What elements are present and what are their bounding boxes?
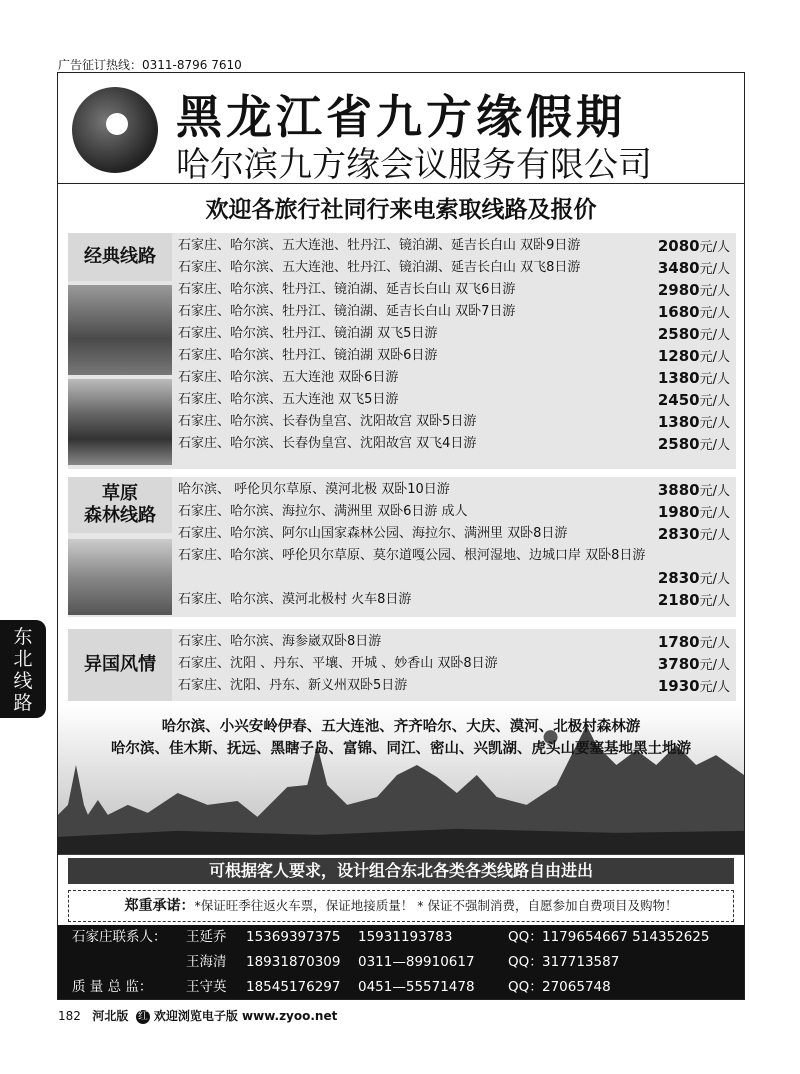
- contact-row: [58, 950, 744, 975]
- section-foreign-routes: [68, 629, 736, 701]
- route-list: [178, 631, 730, 697]
- contact-panel: [58, 925, 744, 1000]
- route-row: [178, 389, 730, 411]
- price-unit: 元/人: [699, 306, 730, 321]
- route-name: 石家庄、哈尔滨、海拉尔、满洲里 双卧6日游 成人: [178, 504, 468, 519]
- price-unit: 元/人: [699, 328, 730, 343]
- price-value: 3480: [657, 259, 700, 277]
- route-row: [178, 323, 730, 345]
- contact-qq-label: QQ：: [508, 979, 543, 995]
- page-footer: [58, 1007, 337, 1024]
- tab-char: 东: [13, 626, 33, 648]
- tab-char: 线: [13, 670, 33, 692]
- price-unit: 元/人: [699, 658, 730, 673]
- route-row: [178, 501, 730, 523]
- welcome-headline: 欢迎各旅行社同行来电索取线路及报价: [205, 196, 597, 223]
- route-row: [178, 631, 730, 653]
- price-value: 1980: [657, 503, 700, 521]
- section-label: 异国风情: [68, 629, 172, 701]
- promise-label: 郑重承诺：: [124, 898, 195, 914]
- page-number: 182: [58, 1009, 81, 1023]
- company-title: 黑龙江省九方缘假期: [176, 90, 626, 144]
- price-value: 2830: [657, 525, 700, 543]
- price-unit: 元/人: [699, 240, 730, 255]
- company-subtitle: 哈尔滨九方缘会议服务有限公司: [176, 145, 652, 185]
- price-unit: 元/人: [699, 416, 730, 431]
- route-price: [658, 367, 730, 391]
- price-value: 2180: [657, 591, 700, 609]
- contact-qq-label: QQ：: [508, 954, 543, 970]
- contact-row: [58, 975, 744, 1000]
- price-unit: 元/人: [699, 594, 730, 609]
- northeast-routes-tab: [0, 620, 46, 718]
- route-name: 石家庄、哈尔滨、五大连池 双卧6日游: [178, 370, 399, 385]
- price-value: 2080: [657, 237, 700, 255]
- route-name: 石家庄、哈尔滨、牡丹江、镜泊湖、延吉长白山 双飞6日游: [178, 282, 516, 297]
- promise-text: *保证旺季往返火车票，保证地接质量！ * 保证不强制消费，自愿参加自费项目及购物！: [194, 898, 678, 913]
- contact-qq-label: QQ：: [508, 929, 543, 945]
- route-price: [658, 345, 730, 369]
- church-photo: [68, 285, 172, 375]
- route-price: [658, 523, 730, 547]
- route-row: [178, 675, 730, 697]
- price-unit: 元/人: [699, 438, 730, 453]
- contact-row: [58, 925, 744, 950]
- route-row: [178, 567, 730, 589]
- contact-phone[interactable]: 18931870309: [246, 954, 341, 970]
- tab-char: 路: [13, 692, 33, 714]
- section-classic-routes: [68, 233, 736, 469]
- price-unit: 元/人: [699, 262, 730, 277]
- route-row: [178, 411, 730, 433]
- route-name: 石家庄、哈尔滨、阿尔山国家森林公园、海拉尔、满洲里 双卧8日游: [178, 526, 568, 541]
- contact-phone[interactable]: 15369397375: [246, 929, 341, 945]
- price-unit: 元/人: [699, 680, 730, 695]
- price-value: 2580: [657, 435, 700, 453]
- contact-name: 王海清: [186, 954, 227, 970]
- route-row: [178, 523, 730, 545]
- route-name: 石家庄、哈尔滨、牡丹江、镜泊湖 双卧6日游: [178, 348, 438, 363]
- price-value: 1780: [657, 633, 700, 651]
- contact-phone[interactable]: 18545176297: [246, 979, 341, 995]
- route-row: [178, 433, 730, 455]
- edition-label: 河北版: [92, 1009, 129, 1023]
- contact-name: 王延乔: [186, 929, 227, 945]
- price-value: 1680: [657, 303, 700, 321]
- price-value: 2830: [657, 569, 700, 587]
- route-row: [178, 479, 730, 501]
- route-row: [178, 545, 730, 567]
- price-value: 1380: [657, 369, 700, 387]
- route-name: 石家庄、沈阳、丹东、新义州双卧5日游: [178, 678, 408, 693]
- route-name: 石家庄、哈尔滨、漠河北极村 火车8日游: [178, 592, 412, 607]
- route-name: 石家庄、哈尔滨、呼伦贝尔草原、莫尔道嘎公园、根河湿地、边城口岸 双卧8日游: [178, 548, 646, 563]
- contact-name: 王守英: [186, 979, 227, 995]
- contact-role: 质 量 总 监：: [72, 979, 153, 995]
- price-unit: 元/人: [699, 394, 730, 409]
- route-price: [658, 567, 730, 591]
- route-price: [658, 589, 730, 613]
- route-row: [178, 653, 730, 675]
- route-name: 石家庄、哈尔滨、长春伪皇宫、沈阳故宫 双卧5日游: [178, 414, 477, 429]
- contact-qq: 317713587: [542, 954, 620, 970]
- route-name: 石家庄、哈尔滨、五大连池 双飞5日游: [178, 392, 399, 407]
- route-name: 石家庄、哈尔滨、牡丹江、镜泊湖 双飞5日游: [178, 326, 438, 341]
- route-price: [658, 235, 730, 259]
- price-value: 3880: [657, 481, 700, 499]
- price-unit: 元/人: [699, 372, 730, 387]
- route-price: [658, 301, 730, 325]
- price-unit: 元/人: [699, 350, 730, 365]
- route-name: 石家庄、哈尔滨、五大连池、牡丹江、镜泊湖、延吉长白山 双卧9日游: [178, 238, 581, 253]
- price-value: 1930: [657, 677, 700, 695]
- route-row: [178, 235, 730, 257]
- section-label-line2: 森林线路: [84, 505, 156, 526]
- price-unit: 元/人: [699, 506, 730, 521]
- contact-qq: 27065748: [542, 979, 611, 995]
- section-label-line1: 草原: [102, 483, 138, 505]
- price-unit: 元/人: [699, 284, 730, 299]
- route-name: 石家庄、哈尔滨、牡丹江、镜泊湖、延吉长白山 双卧7日游: [178, 304, 516, 319]
- contact-phone2[interactable]: 15931193783: [358, 929, 453, 945]
- route-price: [658, 411, 730, 435]
- price-value: 3780: [657, 655, 700, 673]
- route-name: 石家庄、哈尔滨、长春伪皇宫、沈阳故宫 双飞4日游: [178, 436, 477, 451]
- contact-role: 石家庄联系人：: [72, 929, 167, 945]
- contact-qq: 1179654667 514352625: [542, 929, 710, 945]
- route-price: [658, 323, 730, 347]
- price-unit: 元/人: [699, 572, 730, 587]
- ad-header: [58, 73, 744, 184]
- section-label: 经典线路: [68, 233, 172, 281]
- highlight-line-1: 哈尔滨、小兴安岭伊春、五大连池、齐齐哈尔、大庆、漠河、北极村森林游: [161, 719, 641, 735]
- route-name: 石家庄、哈尔滨、五大连池、牡丹江、镜泊湖、延吉长白山 双飞8日游: [178, 260, 581, 275]
- contact-phone2[interactable]: 0451—55571478: [358, 979, 475, 995]
- route-price: [658, 501, 730, 525]
- edition-badge-icon: 红: [138, 1010, 149, 1022]
- highlight-line-2: 哈尔滨、佳木斯、抚远、黑瞎子岛、富锦、同江、密山、兴凯湖、虎头山要塞基地黑土地游: [111, 741, 691, 757]
- price-value: 2450: [657, 391, 700, 409]
- contact-phone2[interactable]: 0311—89910617: [358, 954, 475, 970]
- route-row: [178, 257, 730, 279]
- ad-hotline: 广告征订热线：0311-8796 7610: [58, 58, 242, 72]
- price-value: 2980: [657, 281, 700, 299]
- route-row: [178, 367, 730, 389]
- route-price: [658, 257, 730, 281]
- price-value: 2580: [657, 325, 700, 343]
- route-price: [658, 479, 730, 503]
- route-name: 哈尔滨、 呼伦贝尔草原、漠河北极 双卧10日游: [178, 482, 450, 497]
- price-unit: 元/人: [699, 484, 730, 499]
- mountain-lake-photo: [68, 379, 172, 465]
- route-row: [178, 589, 730, 611]
- footer-text[interactable]: 欢迎浏览电子版 www.zyoo.net: [153, 1009, 338, 1023]
- route-row: [178, 345, 730, 367]
- grassland-yurt-photo: [68, 539, 172, 615]
- route-list: [178, 235, 730, 455]
- price-unit: 元/人: [699, 528, 730, 543]
- section-label: [68, 477, 172, 533]
- route-list: [178, 479, 730, 611]
- route-price: [658, 675, 730, 699]
- route-row: [178, 301, 730, 323]
- section-grassland-forest: [68, 477, 736, 617]
- price-value: 1380: [657, 413, 700, 431]
- route-name: 石家庄、哈尔滨、海参崴双卧8日游: [178, 634, 382, 649]
- route-price: [658, 653, 730, 677]
- route-price: [658, 389, 730, 413]
- company-logo-icon: [72, 87, 158, 173]
- route-price: [658, 433, 730, 457]
- advertisement-frame: [57, 72, 745, 1000]
- route-price: [658, 279, 730, 303]
- tab-char: 北: [13, 648, 33, 670]
- route-name: 石家庄、沈阳 、丹东、平壤、开城 、妙香山 双卧8日游: [178, 656, 498, 671]
- custom-route-banner: 可根据客人要求，设计组合东北各类各类线路自由进出: [68, 858, 734, 884]
- price-value: 1280: [657, 347, 700, 365]
- price-unit: 元/人: [699, 636, 730, 651]
- promise-box: [68, 890, 734, 922]
- route-price: [658, 631, 730, 655]
- route-row: [178, 279, 730, 301]
